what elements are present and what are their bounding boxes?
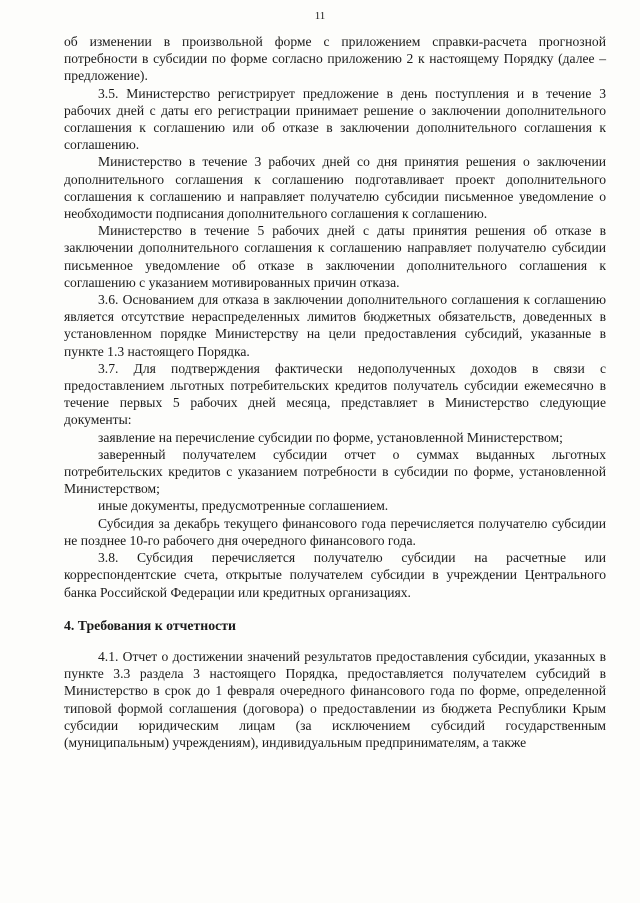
document-body [64,33,606,751]
section-heading: 4. Требования к отчетности [64,617,236,633]
list-item-other-documents: иные документы, предусмотренные соглашением. [98,498,389,514]
paragraph-december-subsidy: Субсидия за декабрь текущего финансового года перечисляется получателю субсидии не позднее 10-го рабочего дня очередного финансового года. [64,515,606,548]
list-item-report: заверенный получателем субсидии отчет о суммах выданных льготных потребительских кредитов с указанием потребности в субсидии по форме, установленной Министерством; [64,446,606,497]
paragraph-ministry-refusal: Министерство в течение 5 рабочих дней с даты принятия решения об отказе в заключении дополнительного соглашения к соглашению направляет получателю субсидии письменное уведомление об отказе в заключении дополнительного соглашения к соглашению с указанием мотивированных причин отказа. [64,223,606,290]
paragraph-ministry-approval: Министерство в течение 3 рабочих дней со дня принятия решения о заключении дополнительного соглашения к соглашению подготавливает проект дополнительного соглашения к соглашению и направляет получателю субсидии письменное уведомление о необходимости подписания дополнительного соглашения к соглашению. [64,154,606,222]
paragraph-3-6: 3.6. Основанием для отказа в заключении дополнительного соглашения к соглашению является отсутствие нераспределенных лимитов бюджетных обязательств, доведенных в установленном порядке Министерству на цели предоставления субсидий, указанные в пункте 1.3 настоящего Порядка. [64,292,606,359]
paragraph-continuation: об изменении в произвольной форме с приложением справки-расчета прогнозной потребности в субсидии по форме согласно приложению 2 к настоящему Порядку (далее – предложение). [64,34,606,84]
paragraph-3-7: 3.7. Для подтверждения фактически недополученных доходов в связи с предоставлением льготных потребительских кредитов получатель субсидии ежемесячно в течение первых 5 рабочих дней месяца, представляет в Министерство следующие документы: [64,360,606,428]
paragraph-3-5: 3.5. Министерство регистрирует предложение в день поступления и в течение 3 рабочих дней с даты его регистрации принимает решение о заключении дополнительного соглашения к соглашению или об отказе в заключении дополнительного соглашения к соглашению. [64,85,606,153]
list-item-application: заявление на перечисление субсидии по форме, установленной Министерством; [98,429,563,445]
page-number: 11 [314,10,326,22]
paragraph-3-8: 3.8. Субсидия перечисляется получателю субсидии на расчетные или корреспондентские счета, открытые получателем субсидии в учреждении Центрального банка Российской Федерации или кредитных организациях. [64,550,606,600]
paragraph-4-1: 4.1. Отчет о достижении значений результатов предоставления субсидии, указанных в пункте 3.3 раздела 3 настоящего Порядка, предоставляется получателем субсидий в Министерство в срок до 1 февраля очередного финансового года по форме, определенной типовой формой соглашения (договора) о предоставлении из бюджета Республики Крым субсидии юридическим лицам (за исключением субсидий государственным (муниципальным) учреждениям), индивидуальным предпринимателям, а также [64,648,606,750]
